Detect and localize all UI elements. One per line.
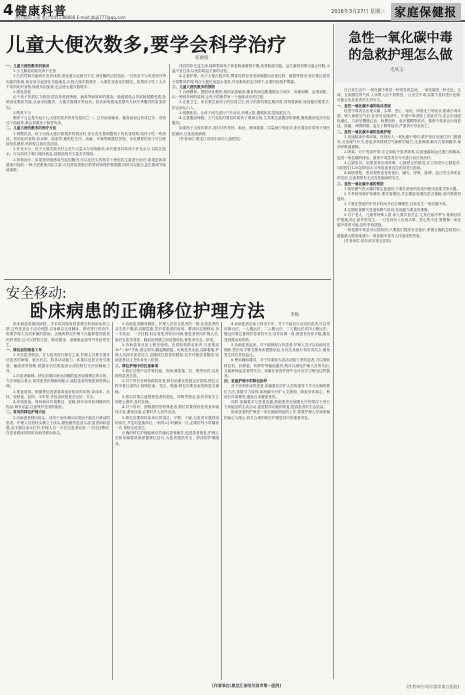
article2-author: 李梅 [290, 313, 299, 318]
article-right-body [337, 88, 461, 680]
paragraph: 4.病情观察。密切观察患者的意识、瞳孔、呼吸、脉搏、血压等生命体征的变化,注意观察有无迟发性脑病的发生。 [337, 171, 461, 181]
paragraph: 2.注意卫生。家长要注意孩子的饮食卫生,孩子的餐具要定期消毒,食物要新鲜,饭前便后要洗手,防止病从口入。 [172, 100, 330, 110]
paragraph: 3.不要在密闭的车内长时间开启空调睡觉,以免发生一氧化碳中毒。 [344, 202, 450, 207]
paragraph: 1.评估患者情况。在为患者进行移位之前,护理人员要全面评估患者的病情、意识状态、肢体活动能力、体重以及是否有引流管、输液管等管路,根据评估结果选择合适的移位方法和辅助工具。 [6, 353, 110, 373]
paragraph: 2.补充水分。孩子大便次数多时会丢失大量水分和电解质,家长要及时给孩子补充水分,以防止脱水。可以给孩子喝口服补液盐,按照说明书少量多次服用。 [6, 147, 166, 157]
article2-column-2 [115, 322, 219, 680]
paragraph: 一氧化碳中毒是可以预防的,只要我们提高安全意识,掌握正确的急救知识,就能最大限度地减少一氧化碳中毒对人体造成的伤害。 [337, 228, 461, 238]
paragraph: 由于孩子的抵抗力较弱,很容易受到细菌、病毒等病原体的感染。肠道感染会导致肠黏膜受损,影响消化吸收功能,从而出现腹泻、大便次数增多等症状。轮状病毒感染是婴幼儿秋冬季腹泻的常见原因。 [6, 95, 166, 110]
paragraph: 1.迅速脱离中毒环境。发现有人一氧化碳中毒时,救护者应迅速打开门窗通风,关闭煤气开关,将患者转移到空气新鲜的地方,注意保暖,解开衣领和腰带,保持呼吸道通畅。 [337, 134, 461, 150]
issue-date: 2016年3月27日 星期三 [331, 9, 385, 15]
paragraph: 4.环境准备。保持病房环境整洁、宽敞,移开床旁妨碍操作的物品,调节室温,注意保护患者的隐私。 [6, 400, 110, 410]
subheading: 二、常用的移位护理方法 [6, 410, 46, 415]
article2-column-3 [224, 322, 330, 680]
paragraph: 小儿的胃肠功能尚未发育成熟,消化液分泌相对不足,消化酶的活性较低,一旦饮食不当或受到外界因素的影响,就容易引起消化功能紊乱,出现大便次数增多、大便性状改变的情况。如果孩子吃了太多不易消化的食物,肠道负担加重,也会使大便次数增多。 [6, 74, 166, 89]
paragraph: 卧床病患是指因病情、手术或其他原因需要长时间卧床的人群,这些患者由于活动受限,自身难以完成翻身、移动等日常动作,需要护理人员或家属的帮助。正确的移位护理不仅能够提高患者的舒适度,还可以预防压疮、肺部感染、深静脉血栓等并发症的发生。 [6, 322, 110, 347]
paragraph: 3.药物治疗。如果是细菌感染引起的腹泻,可以在医生的指导下使用抗生素进行治疗;如果是病毒感染引起的,一般不需要使用抗生素,可以使用蒙脱石散等药物保护肠黏膜,同时可以配合益生菌调节肠道菌群。 [6, 157, 166, 173]
subheading: 一、急性一氧化碳中毒的临床表现 [337, 103, 391, 108]
paragraph: 1.合理喂养。提倡母乳喂养,按时添加辅食,辅食的添加要遵循由少到多、由稀到稠、由细到粗、由一种到多种的原则,让孩子的肠胃有一个逐渐适应的过程。 [172, 90, 330, 100]
subheading: 三、移位护理中的注意事项 [115, 363, 159, 368]
paragraph: 4.对于骨折、颈椎损伤等特殊患者,移位时要保持患者身体轴线平直,避免扭曲,必要时多人协作完成。 [115, 405, 219, 415]
article1-column-2 [172, 64, 330, 274]
subheading: 二、儿童大便次数多的治疗方法 [6, 126, 57, 131]
paragraph: 4.定期检查燃气管道和燃气用具,发现漏气要及时维修。 [344, 207, 432, 212]
paragraph: 2.感染因素 [13, 90, 31, 95]
subheading: 一、移位前的准备工作 [6, 348, 42, 353]
paragraph: 2.冬季使用煤炉取暖时,要安装烟囱,并定期检查烟囱是否通畅,室内要保持通风。 [337, 192, 461, 202]
paragraph: 5.协助患者起床。对于能够配合的患者,护理人员可以协助其先侧卧,然后用手臂支撑身体慢慢坐起,在床边坐稳片刻后再站立,避免发生体位性低血压。 [224, 342, 330, 358]
paragraph: 2.对于带有各种管路的患者,移位前要妥善固定好管路,移位过程中要注意防止管路扭曲、受压、脱落,移位后要检查管路是否通畅。 [115, 379, 219, 394]
article2-kicker: 安全移动: [6, 286, 67, 302]
page-header [0, 0, 465, 22]
paragraph: 4.注意腹部保暖。天气变化时要及时给孩子增减衣物,尤其要注意腹部的保暖,避免腹部受凉引起腹泻。 [172, 116, 330, 126]
paragraph: 2.向患者解释。移位前要向意识清醒的患者说明移位的目的、方法和配合要点,取得患者的理解和配合,减轻患者的紧张和恐惧心理。 [6, 374, 110, 389]
paragraph: 5.移位后要保持床单位的清洁、平整、干燥,为患者安置舒适的体位,并定时更换体位,一般每2小时翻身一次,必要时每小时翻身一次,预防压疮发生。 [115, 415, 219, 431]
paragraph: 正确的移位护理能够有效减轻患者痛苦,促进患者康复,护理人员和家属要熟练掌握移位技巧,为患者提供安全、舒适的护理服务。 [115, 431, 219, 446]
paragraph: 3.喂养不当 [13, 110, 31, 115]
column-divider [169, 64, 170, 274]
column-divider [221, 322, 222, 680]
article1-title: 儿童大便次数多,要学会科学治疗 [6, 34, 287, 56]
subheading: 三、儿童大便次数多的预防 [172, 84, 216, 89]
paragraph: 3.准备用物。根据移位的需要准备好相应的用物,如床单、软枕、转移板、轮椅、平车等,并检查用物是否完好、安全。 [6, 389, 110, 399]
paragraph: 2.协助患者翻身侧卧。护理人员站在患者的一侧,先将患者的双手放于腹部,双腿屈曲,然后将患者的肩部、臀部向近侧移动,再一手扶肩、一手扶膝,轻轻将患者转向对侧,使患者背向护理人员,最后在患者背部、胸前及两膝之间放置软枕,使患者安全、舒适。 [115, 322, 219, 342]
paragraph: 在日常生活中,一氧化碳中毒是一种常见的急症。一氧化碳是一种无色、无味、无刺激性的气体,人体吸入后不易察觉,一旦发生中毒,如果不及时进行处理,可能会危及患者的生命安全。 [337, 88, 461, 103]
section-name: 健康科普 [15, 4, 68, 18]
page-divider-vertical [333, 24, 334, 679]
paragraph: 喂养不当也是引起小儿大便次数多的常见原因之一。过早添加辅食、辅食添加过快或过多、食物过于油腻等,都会加重孩子肠胃负担。 [6, 116, 166, 126]
paragraph: 对于居家卧床的患者,家属要在医护人员的指导下学习正确的移位方法,掌握节力原则,如两脚分开扩大支撑面、降低身体重心、利用杠杆原理等,避免自身腰部受伤。 [224, 384, 330, 399]
paragraph: 1.小儿肠道功能发育不完善 [13, 69, 56, 74]
paragraph: 卧床患者的护理是一项长期而细致的工作,需要护理人员和家属的耐心与细心,科学合理的移位护理是其中的重要内容。 [224, 410, 330, 420]
paragraph: 1.调整饮食。孩子出现大便次数增多的情况时,家长首先要调整孩子的饮食结构,给孩子吃一些清淡、易消化的食物,如米粥、面条等,避免吃生冷、油腻、辛辣等刺激性食物。母乳喂养的孩子可以继续母乳喂养,妈妈要注意饮食清淡。 [6, 131, 166, 147]
footer-signature: (作者单位:哈尔滨市第五医院) [406, 684, 459, 689]
paragraph: (作者单位:哈尔滨市第五医院) [344, 238, 392, 243]
article1-author: 张丽娟 [195, 56, 209, 61]
paragraph: 同时,家属要多与患者沟通,鼓励患者在病情允许的情况下进行力所能及的主动活动,促进肢体功能的恢复,提高患者的生活质量。 [224, 400, 330, 410]
newspaper-name: 家庭保健报 [391, 3, 462, 21]
article2-column-1 [6, 322, 110, 680]
paragraph: 2.吸氧。对于有条件的,应立即给予患者吸氧,以加速碳氧血红蛋白的解离,促进一氧化碳的排出。重度中毒患者应尽早进行高压氧治疗。 [337, 150, 461, 160]
paragraph: 3.协助患者从床上移至轮椅。先将轮椅推至床旁,与床尾成30°～45°夹角,固定刹车,翻起脚踏板。协助患者坐起,双脚着地,护理人员面对患者站立,双膝抵住患者的膝部,双手环抱患者腰部,协助患者站立并转身坐入轮椅。 [115, 342, 219, 363]
page-number: 4 [3, 1, 14, 19]
subheading: 一、儿童大便次数多的原因 [6, 64, 50, 68]
paragraph: 4.注意护理。孩子大便次数多时,臀部皮肤容易受到刺激而出现红肿、破溃等情况,家长要注意孩子的臀部护理,每次大便后用温水清洗,并用柔软的毛巾擦干,必要时涂抹护臀霜。 [172, 74, 330, 84]
section-divider [4, 279, 331, 280]
paragraph: 1.移位过程中动作要轻稳、协调,避免拖、拉、推等动作,以免擦伤患者皮肤。 [115, 368, 219, 379]
paragraph: 3.移位时要注意观察患者的面色、呼吸等情况,如有异常应立即停止操作,及时处理。 [115, 394, 219, 405]
subheading: 二、急性一氧化碳中毒的急救护理 [337, 129, 391, 134]
column-divider [112, 322, 113, 680]
paragraph: 轻度中毒者会出现头痛、头晕、恶心、呕吐、四肢无力等症状,脱离中毒环境、吸入新鲜空气后,症状可迅速消失。中度中毒者除上述症状外,还会出现面色潮红、口唇呈樱桃红色、脉搏加快、意识模糊等症状。重度中毒者会出现昏迷、抽搐、呼吸困难、血压下降等症状,严重者可导致死亡。 [337, 108, 461, 129]
article2-footnote: (作者单位:黑龙江省哈尔滨市第一医院) [212, 683, 282, 688]
subheading: 三、急性一氧化碳中毒的预防 [337, 181, 384, 186]
article1-column-1 [6, 64, 166, 274]
paragraph: 3.增强体质。让孩子适当进行户外活动,多晒太阳,增强体质,提高抵抗力。 [179, 110, 294, 115]
article2-title: 卧床病患的正确移位护理方法 [30, 302, 266, 322]
paragraph: (作者单位:黑龙江省哈尔滨市儿童医院) [179, 136, 241, 141]
article-right-title: 急性一氧化碳中毒的急救护理怎么做 [348, 31, 453, 63]
article-right-author: 毛凤玉 [390, 68, 404, 73]
paragraph: 3.心肺复苏。如果患者出现呼吸、心跳停止的情况,应立即进行心肺复苏,同时拨打120急救电话,尽快将患者送往医院进行抢救。 [337, 160, 461, 171]
paragraph: 4.协助患者由床上移至平车。对于不能自行活动的患者,可以采用挪动法、一人搬运法、二人搬运法、三人搬运法或四人搬运法。搬运时要注意保护患者的安全,动作协调一致,使患者身体平稳,避免受到震动和损伤。 [224, 322, 330, 342]
subheading: 四、家庭护理中的移位指导 [224, 379, 268, 384]
paragraph: 6.使用辅助器具。对于体重较大或活动能力差的患者,可以借助移位机、转移板、转移带等辅助器具,既可以减轻护理人员的负担,又能够保证患者的安全。家属在家庭护理中也可以学习使用这些器具。 [224, 358, 330, 379]
paragraph: 如果孩子大便次数多,同时伴有发热、呕吐、精神萎靡、尿量减少等症状,家长要及时带孩子到医院就诊,以免延误病情。 [172, 126, 330, 136]
editor-contact: 责任编辑:王丽 电话:0451-86666 E-mail:jtbjk777@qq.com [15, 15, 126, 20]
paragraph: 1.协助患者移向床头。适用于身体滑向床尾而不能自行移动的患者。护理人员将枕头横立于床头,避免碰伤患者头部,患者仰卧屈膝,双手握住床头栏杆,护理人员一手托住患者肩部,一手托住臀部,在患者蹬床的同时协助其移向床头。 [6, 415, 110, 436]
paragraph: 1.使用燃气热水器时要注意通风,不要在密闭的浴室内使用直排式热水器。 [344, 186, 460, 191]
paragraph: 5.对于老人、儿童等特殊人群,家人要多加关注,尤其在寒冷季节,要做好防护措施,防止意外的发生。一旦发现有人出现头晕、恶心等不适,要警惕一氧化碳中毒的可能,及时采取措施。 [337, 212, 461, 228]
paragraph: 适宜的补充益生菌,能够帮助孩子恢复肠道菌群平衡,改善肠道功能。益生菌制剂要用温水冲服,水温不宜过高,以免影响益生菌的活性。 [172, 64, 330, 74]
